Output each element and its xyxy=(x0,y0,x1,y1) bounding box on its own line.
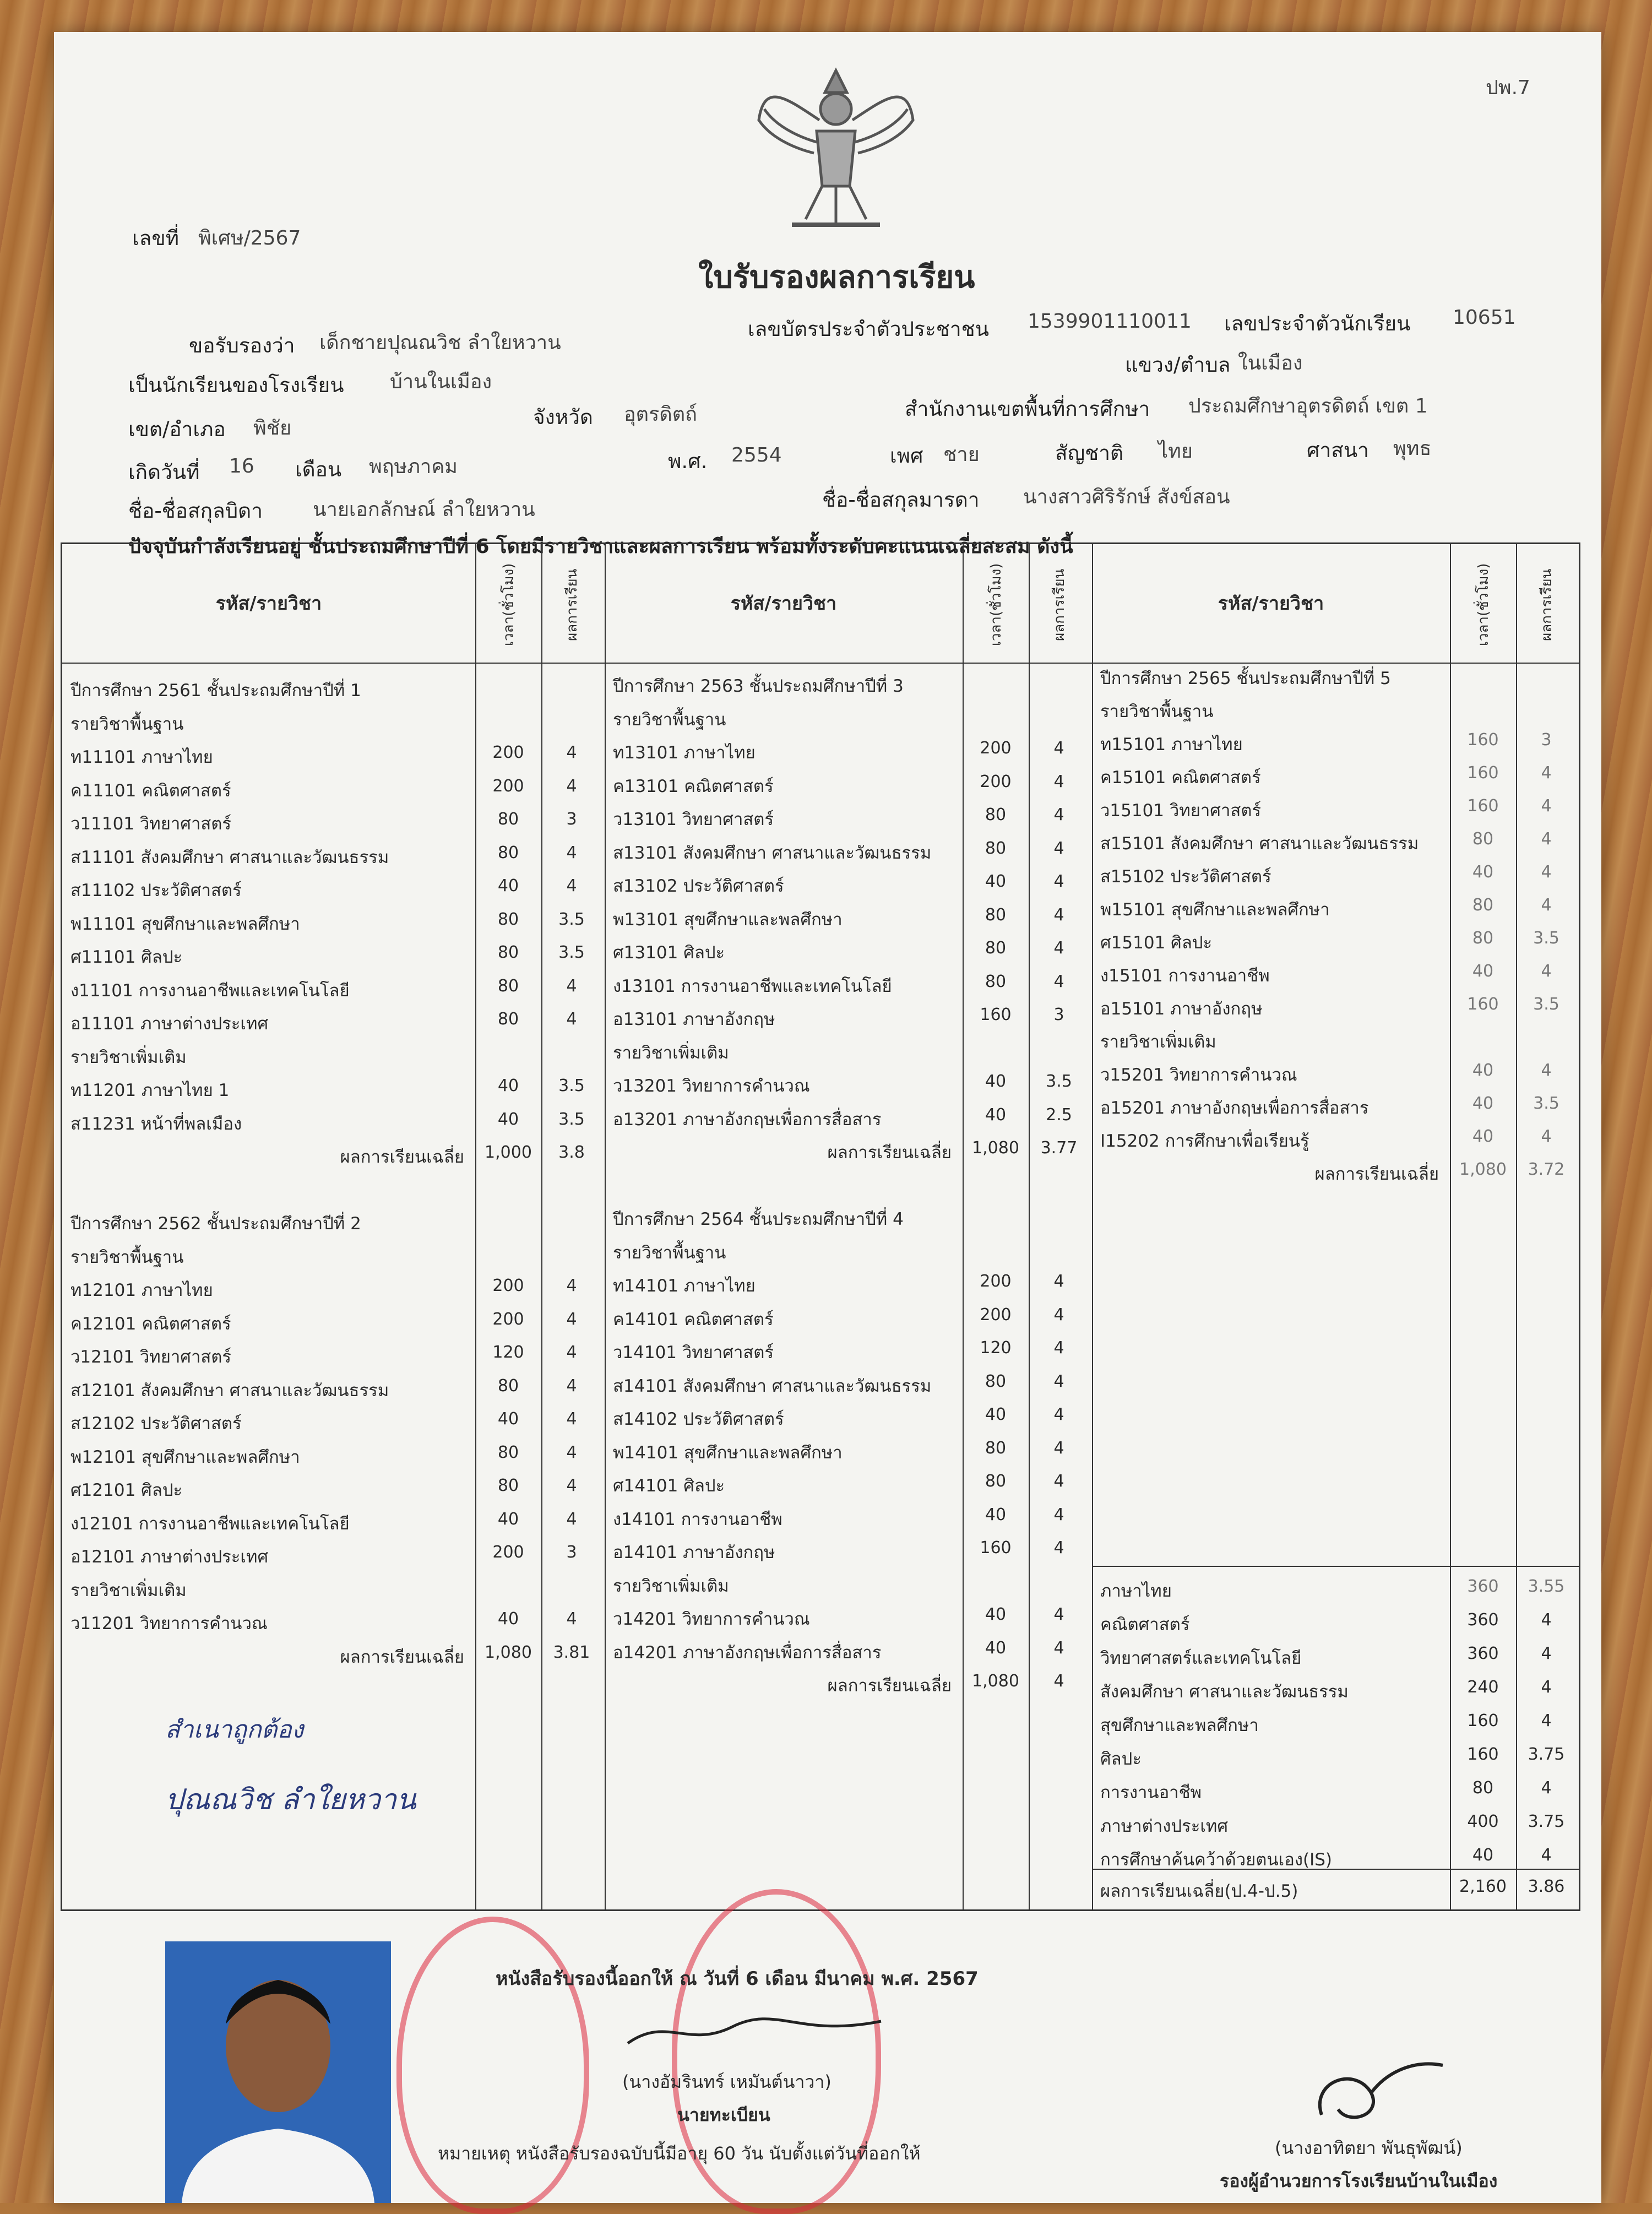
col3_lines-row-13-grade: 3.5 xyxy=(1533,1094,1559,1113)
col1-subject-header: รหัส/รายวิชา xyxy=(215,593,322,615)
col1_lines-row-13-subject: ส11231 หน้าที่พลเมือง xyxy=(70,1114,242,1134)
col2_lines-row-4-grade: 4 xyxy=(1053,805,1064,824)
col1_lines-row-19-subject: ค12101 คณิตศาสตร์ xyxy=(70,1314,231,1334)
col3_lines-row-8-grade: 3.5 xyxy=(1533,929,1559,948)
col1_lines-row-17-subject: รายวิชาพื้นฐาน xyxy=(70,1247,184,1267)
doc-code: ปพ.7 xyxy=(1486,77,1530,99)
col3_lines-row-6-subject: ส15102 ประวัติศาสตร์ xyxy=(1100,867,1271,887)
col1_lines-row-23-subject: พ12101 สุขศึกษาและพลศึกษา xyxy=(70,1447,300,1467)
col1_lines-row-9-grade: 4 xyxy=(566,976,577,996)
col2_lines-row-20-subject: ว14101 วิทยาศาสตร์ xyxy=(613,1343,774,1363)
certify-label: ขอรับรองว่า xyxy=(189,334,295,357)
col1_lines-row-3-subject: ค11101 คณิตศาสตร์ xyxy=(70,780,231,801)
col2_lines-row-21-hours: 80 xyxy=(985,1371,1007,1391)
col2_lines-row-11-subject: รายวิชาเพิ่มเติม xyxy=(613,1043,729,1063)
col1_lines-row-6-subject: ส11102 ประวัติศาสตร์ xyxy=(70,881,242,900)
col2_lines-row-10-hours: 160 xyxy=(980,1005,1012,1024)
summary-total-hours: 2,160 xyxy=(1459,1877,1507,1896)
col1_lines-row-25-subject: ง12101 การงานอาชีพและเทคโนโลยี xyxy=(70,1513,350,1534)
col1_lines-row-4-hours: 80 xyxy=(497,810,519,829)
col3_lines-row-2-subject: ท15101 ภาษาไทย xyxy=(1100,735,1243,755)
col3_lines-row-8-hours: 80 xyxy=(1472,929,1494,948)
nationality-label: สัญชาติ xyxy=(1055,441,1124,465)
birth-year-value: 2554 xyxy=(731,444,782,466)
student-name: เด็กชายปุณณวิช ลำใยหวาน xyxy=(319,332,561,354)
col2_lines-row-30-grade: 4 xyxy=(1053,1672,1064,1691)
district-value: พิชัย xyxy=(253,417,292,439)
col1_lines-row-2-grade: 4 xyxy=(566,743,577,762)
col2_lines-row-3-grade: 4 xyxy=(1053,772,1064,791)
col2_lines-row-13-hours: 40 xyxy=(985,1105,1007,1125)
summary-row-3-hours: 240 xyxy=(1467,1678,1499,1697)
religion-label: ศาสนา xyxy=(1307,438,1369,462)
director-signature xyxy=(1305,2049,1448,2137)
col2_lines-row-5-hours: 80 xyxy=(985,838,1007,858)
col1_lines-row-25-grade: 4 xyxy=(566,1509,577,1529)
col2_lines-row-26-subject: อ14101 ภาษาอังกฤษ xyxy=(613,1543,775,1562)
col1_lines-row-21-hours: 80 xyxy=(497,1376,519,1396)
birth-day-value: 16 xyxy=(229,455,254,477)
col3-grade-header: ผลการเรียน xyxy=(1539,568,1555,641)
summary-row-6-grade: 4 xyxy=(1541,1778,1552,1798)
student-id-label: เลขประจำตัวนักเรียน xyxy=(1224,312,1411,335)
director-name: (นางอาทิตยา พันธุพัฒน์) xyxy=(1275,2137,1463,2158)
col2_lines-row-9-grade: 4 xyxy=(1053,972,1064,991)
col1_lines-row-18-hours: 200 xyxy=(492,1276,524,1295)
col3_lines-row-2-hours: 160 xyxy=(1467,730,1499,750)
col2_lines-row-9-hours: 80 xyxy=(985,972,1007,991)
col1_lines-row-22-grade: 4 xyxy=(566,1409,577,1429)
doc-no-label: เลขที่ xyxy=(132,226,180,250)
col1_lines-row-12-hours: 40 xyxy=(497,1076,519,1095)
col3_lines-row-7-subject: พ15101 สุขศึกษาและพลศึกษา xyxy=(1100,900,1330,920)
summary-row-8-hours: 40 xyxy=(1472,1846,1494,1865)
summary-row-2-hours: 360 xyxy=(1467,1644,1499,1663)
col3_lines-row-1-subject: รายวิชาพื้นฐาน xyxy=(1100,702,1214,721)
col2_lines-row-14-grade: 3.77 xyxy=(1040,1138,1078,1158)
col1_lines-row-20-subject: ว12101 วิทยาศาสตร์ xyxy=(70,1347,232,1367)
school-value: บ้านในเมือง xyxy=(390,371,492,393)
summary-row-5-hours: 160 xyxy=(1467,1745,1499,1764)
col3_lines-row-5-grade: 4 xyxy=(1541,829,1552,849)
col3_lines-row-10-grade: 3.5 xyxy=(1533,995,1559,1014)
certified-signature: ปุณณวิช ลำใยหวาน xyxy=(165,1783,416,1816)
summary-row-1-grade: 4 xyxy=(1541,1610,1552,1630)
summary-row-4-grade: 4 xyxy=(1541,1711,1552,1730)
col1_lines-row-28-subject: ว11201 วิทยาการคำนวณ xyxy=(70,1614,268,1634)
col1_lines-row-14-subject: ผลการเรียนเฉลี่ย xyxy=(340,1147,464,1167)
col3_lines-row-0-subject: ปีการศึกษา 2565 ชั้นประถมศึกษาปีที่ 5 xyxy=(1100,669,1391,688)
col2_lines-row-12-grade: 3.5 xyxy=(1046,1072,1072,1091)
col3_lines-row-11-subject: รายวิชาเพิ่มเติม xyxy=(1100,1032,1216,1052)
col1_lines-row-3-hours: 200 xyxy=(492,776,524,796)
col3-hours-header: เวลา(ชั่วโมง) xyxy=(1475,563,1492,647)
col2_lines-row-8-hours: 80 xyxy=(985,938,1007,958)
col3_lines-row-9-hours: 40 xyxy=(1472,962,1494,981)
col1-hours-header: เวลา(ชั่วโมง) xyxy=(501,563,517,647)
col2_lines-row-28-hours: 40 xyxy=(985,1605,1007,1624)
col2_lines-row-2-grade: 4 xyxy=(1053,739,1064,758)
col3_lines-row-7-hours: 80 xyxy=(1472,896,1494,915)
col2_lines-row-18-hours: 200 xyxy=(980,1272,1012,1291)
col2_lines-row-4-hours: 80 xyxy=(985,805,1007,824)
col3_lines-row-13-subject: อ15201 ภาษาอังกฤษเพื่อการสื่อสาร xyxy=(1100,1098,1369,1118)
subdistrict-value: ในเมือง xyxy=(1238,352,1303,375)
col1_lines-row-5-subject: ส11101 สังคมศึกษา ศาสนาและวัฒนธรรม xyxy=(70,847,389,867)
col1_lines-row-27-subject: รายวิชาเพิ่มเติม xyxy=(70,1580,187,1600)
col2_lines-row-29-grade: 4 xyxy=(1053,1638,1064,1658)
col1_lines-row-2-hours: 200 xyxy=(492,743,524,762)
col1_lines-row-6-hours: 40 xyxy=(497,876,519,896)
summary-row-2-grade: 4 xyxy=(1541,1644,1552,1663)
col3_lines-row-10-subject: อ15101 ภาษาอังกฤษ xyxy=(1100,999,1263,1019)
col2_lines-row-29-subject: อ14201 ภาษาอังกฤษเพื่อการสื่อสาร xyxy=(613,1642,882,1663)
col3_lines-row-9-grade: 4 xyxy=(1541,962,1552,981)
registrar-title: นายทะเบียน xyxy=(677,2104,770,2125)
col1_lines-row-1-subject: รายวิชาพื้นฐาน xyxy=(70,714,184,734)
col3_lines-row-12-grade: 4 xyxy=(1541,1061,1552,1080)
summary-row-7-grade: 3.75 xyxy=(1528,1812,1565,1831)
col1_lines-row-16-subject: ปีการศึกษา 2562 ชั้นประถมศึกษาปีที่ 2 xyxy=(70,1214,361,1234)
col2_lines-row-7-grade: 4 xyxy=(1053,905,1064,925)
col1_lines-row-24-grade: 4 xyxy=(566,1476,577,1495)
col2_lines-row-29-hours: 40 xyxy=(985,1638,1007,1658)
col2_lines-row-23-grade: 4 xyxy=(1053,1438,1064,1458)
col2_lines-row-10-grade: 3 xyxy=(1053,1005,1064,1024)
col1_lines-row-9-subject: ง11101 การงานอาชีพและเทคโนโลยี xyxy=(70,980,350,1001)
col2_lines-row-30-hours: 1,080 xyxy=(972,1672,1019,1691)
col2_lines-row-10-subject: อ13101 ภาษาอังกฤษ xyxy=(613,1010,775,1029)
col1_lines-row-11-subject: รายวิชาเพิ่มเติม xyxy=(70,1047,187,1067)
col1_lines-row-8-grade: 3.5 xyxy=(558,943,585,962)
col3_lines-row-13-hours: 40 xyxy=(1472,1094,1494,1113)
summary-row-3-grade: 4 xyxy=(1541,1678,1552,1697)
summary-row-3-subject: สังคมศึกษา ศาสนาและวัฒนธรรม xyxy=(1100,1682,1349,1702)
col2_lines-row-13-subject: อ13201 ภาษาอังกฤษเพื่อการสื่อสาร xyxy=(613,1109,882,1130)
summary-row-2-subject: วิทยาศาสตร์และเทคโนโลยี xyxy=(1100,1648,1302,1668)
col3_lines-row-5-subject: ส15101 สังคมศึกษา ศาสนาและวัฒนธรรม xyxy=(1100,834,1419,854)
summary-row-4-hours: 160 xyxy=(1467,1711,1499,1730)
summary-row-7-subject: ภาษาต่างประเทศ xyxy=(1100,1816,1229,1836)
col3_lines-row-14-grade: 4 xyxy=(1541,1127,1552,1146)
col2_lines-row-5-subject: ส13101 สังคมศึกษา ศาสนาและวัฒนธรรม xyxy=(613,843,932,863)
summary-row-7-hours: 400 xyxy=(1467,1812,1499,1831)
col3_lines-row-3-grade: 4 xyxy=(1541,763,1552,783)
birth-year-label: พ.ศ. xyxy=(668,449,708,473)
col3_lines-row-15-grade: 3.72 xyxy=(1528,1160,1565,1179)
col2_lines-row-23-hours: 80 xyxy=(985,1438,1007,1458)
area-office-value: ประถมศึกษาอุตรดิตถ์ เขต 1 xyxy=(1188,395,1428,417)
religion-value: พุทธ xyxy=(1393,437,1432,460)
col1_lines-row-22-hours: 40 xyxy=(497,1409,519,1429)
summary-row-0-hours: 360 xyxy=(1467,1577,1499,1596)
col2_lines-row-2-hours: 200 xyxy=(980,739,1012,758)
summary-row-0-grade: 3.55 xyxy=(1528,1577,1565,1596)
col2_lines-row-6-grade: 4 xyxy=(1053,872,1064,891)
col1_lines-row-4-grade: 3 xyxy=(566,810,577,829)
col3_lines-row-3-subject: ค15101 คณิตศาสตร์ xyxy=(1100,768,1261,788)
col1_lines-row-26-subject: อ12101 ภาษาต่างประเทศ xyxy=(70,1547,269,1567)
summary-row-5-subject: ศิลปะ xyxy=(1100,1749,1142,1769)
col1_lines-row-29-grade: 3.81 xyxy=(553,1642,590,1662)
col2_lines-row-18-grade: 4 xyxy=(1053,1272,1064,1291)
col3_lines-row-14-subject: I15202 การศึกษาเพื่อเรียนรู้ xyxy=(1100,1131,1309,1151)
col2-hours-header: เวลา(ชั่วโมง) xyxy=(988,563,1004,647)
birth-day-label: เกิดวันที่ xyxy=(128,460,200,484)
province-label: จังหวัด xyxy=(533,405,593,429)
col2_lines-row-14-hours: 1,080 xyxy=(972,1138,1019,1158)
current-study-text: ปัจจุบันกำลังเรียนอยู่ ชั้นประถมศึกษาปีที่ 6 โดยมีรายวิชาและผลการเรียน พร้อมทั้งระดับคะแนนเฉลี่ยสะสม ดังนี้ xyxy=(128,535,1073,558)
col2_lines-row-6-subject: ส13102 ประวัติศาสตร์ xyxy=(613,876,784,896)
col2_lines-row-3-hours: 200 xyxy=(980,772,1012,791)
col3_lines-row-4-hours: 160 xyxy=(1467,796,1499,816)
col1_lines-row-26-grade: 3 xyxy=(566,1543,577,1562)
col2_lines-row-8-grade: 4 xyxy=(1053,938,1064,958)
col2_lines-row-0-subject: ปีการศึกษา 2563 ชั้นประถมศึกษาปีที่ 3 xyxy=(613,676,904,696)
col1_lines-row-20-grade: 4 xyxy=(566,1343,577,1362)
area-office-label: สำนักงานเขตพื้นที่การศึกษา xyxy=(905,397,1150,421)
col1_lines-row-8-hours: 80 xyxy=(497,943,519,962)
col2_lines-row-25-hours: 40 xyxy=(985,1505,1007,1524)
col1-grade-header: ผลการเรียน xyxy=(564,568,580,641)
summary-total-grade: 3.86 xyxy=(1528,1877,1565,1896)
summary-row-1-subject: คณิตศาสตร์ xyxy=(1100,1615,1190,1635)
col1_lines-row-18-subject: ท12101 ภาษาไทย xyxy=(70,1280,213,1300)
col1_lines-row-29-subject: ผลการเรียนเฉลี่ย xyxy=(340,1647,464,1667)
birth-month-label: เดือน xyxy=(295,458,342,481)
col2-subject-header: รหัส/รายวิชา xyxy=(730,593,837,615)
col1_lines-row-13-grade: 3.5 xyxy=(558,1109,585,1129)
id-card-label: เลขบัตรประจำตัวประชาชน xyxy=(748,317,990,341)
col3_lines-row-6-grade: 4 xyxy=(1541,862,1552,882)
col1_lines-row-2-subject: ท11101 ภาษาไทย xyxy=(70,747,213,767)
subdistrict-label: แขวง/ตำบล xyxy=(1125,353,1231,377)
col1_lines-row-23-grade: 4 xyxy=(566,1442,577,1462)
col3_lines-row-4-subject: ว15101 วิทยาศาสตร์ xyxy=(1100,801,1262,821)
col1_lines-row-19-grade: 4 xyxy=(566,1309,577,1329)
col2_lines-row-9-subject: ง13101 การงานอาชีพและเทคโนโลยี xyxy=(613,976,892,996)
col1_lines-row-7-subject: พ11101 สุขศึกษาและพลศึกษา xyxy=(70,914,300,934)
school-seal-icon xyxy=(396,1917,589,2214)
mother-value: นางสาวศิริรักษ์ สังข์สอน xyxy=(1023,486,1230,508)
garuda-emblem-icon xyxy=(753,59,919,241)
col3_lines-row-14-hours: 40 xyxy=(1472,1127,1494,1146)
col3_lines-row-5-hours: 80 xyxy=(1472,829,1494,849)
summary-row-4-subject: สุขศึกษาและพลศึกษา xyxy=(1100,1716,1259,1735)
col1_lines-row-10-subject: อ11101 ภาษาต่างประเทศ xyxy=(70,1014,269,1034)
col1_lines-row-5-hours: 80 xyxy=(497,843,519,862)
col2_lines-row-22-grade: 4 xyxy=(1053,1405,1064,1424)
sex-label: เพศ xyxy=(890,444,923,468)
col1_lines-row-18-grade: 4 xyxy=(566,1276,577,1295)
col1_lines-row-24-subject: ศ12101 ศิลปะ xyxy=(70,1480,183,1500)
col3_lines-row-4-grade: 4 xyxy=(1541,796,1552,816)
student-id-value: 10651 xyxy=(1453,306,1516,329)
col1_lines-row-5-grade: 4 xyxy=(566,843,577,862)
col3_lines-row-2-grade: 3 xyxy=(1541,730,1552,750)
col1_lines-row-24-hours: 80 xyxy=(497,1476,519,1495)
sex-value: ชาย xyxy=(943,443,980,466)
col3_lines-row-3-hours: 160 xyxy=(1467,763,1499,783)
col1_lines-row-14-grade: 3.8 xyxy=(558,1143,585,1162)
col2_lines-row-30-subject: ผลการเรียนเฉลี่ย xyxy=(827,1676,952,1696)
col2_lines-row-19-subject: ค14101 คณิตศาสตร์ xyxy=(613,1309,774,1330)
col2_lines-row-14-subject: ผลการเรียนเฉลี่ย xyxy=(827,1143,952,1163)
col1_lines-row-20-hours: 120 xyxy=(492,1343,524,1362)
col3_lines-row-6-hours: 40 xyxy=(1472,862,1494,882)
col2_lines-row-21-grade: 4 xyxy=(1053,1371,1064,1391)
col1_lines-row-14-hours: 1,000 xyxy=(485,1143,532,1162)
col2-grade-header: ผลการเรียน xyxy=(1051,568,1068,641)
mother-label: ชื่อ-ชื่อสกุลมารดา xyxy=(822,488,980,512)
col2_lines-row-19-grade: 4 xyxy=(1053,1305,1064,1325)
grades-table xyxy=(61,542,1580,1911)
col2_lines-row-12-hours: 40 xyxy=(985,1072,1007,1091)
col2_lines-row-24-grade: 4 xyxy=(1053,1472,1064,1491)
col3_lines-row-8-subject: ศ15101 ศิลปะ xyxy=(1100,933,1213,953)
col2_lines-row-24-subject: ศ14101 ศิลปะ xyxy=(613,1476,725,1496)
col3-subject-header: รหัส/รายวิชา xyxy=(1218,593,1324,615)
col1_lines-row-10-grade: 4 xyxy=(566,1010,577,1029)
col3_lines-row-15-hours: 1,080 xyxy=(1459,1160,1507,1179)
col2_lines-row-25-subject: ง14101 การงานอาชีพ xyxy=(613,1509,782,1529)
col1_lines-row-4-subject: ว11101 วิทยาศาสตร์ xyxy=(70,814,232,834)
district-label: เขต/อำเภอ xyxy=(128,417,226,441)
col2_lines-row-18-subject: ท14101 ภาษาไทย xyxy=(613,1276,756,1296)
col3_lines-row-12-subject: ว15201 วิทยาการคำนวณ xyxy=(1100,1065,1297,1085)
col2_lines-row-8-subject: ศ13101 ศิลปะ xyxy=(613,943,725,963)
col1_lines-row-19-hours: 200 xyxy=(492,1309,524,1329)
col1_lines-row-12-subject: ท11201 ภาษาไทย 1 xyxy=(70,1081,230,1100)
summary-row-8-grade: 4 xyxy=(1541,1846,1552,1865)
col2_lines-row-5-grade: 4 xyxy=(1053,838,1064,858)
col2_lines-row-24-hours: 80 xyxy=(985,1472,1007,1491)
col2_lines-row-23-subject: พ14101 สุขศึกษาและพลศึกษา xyxy=(613,1442,843,1463)
col2_lines-row-13-grade: 2.5 xyxy=(1046,1105,1072,1125)
col2_lines-row-3-subject: ค13101 คณิตศาสตร์ xyxy=(613,776,774,796)
school-label: เป็นนักเรียนของโรงเรียน xyxy=(128,373,344,397)
col2_lines-row-4-subject: ว13101 วิทยาศาสตร์ xyxy=(613,810,774,829)
remark-text: หมายเหตุ หนังสือรับรองฉบับนี้มีอายุ 60 วัน นับตั้งแต่วันที่ออกให้ xyxy=(438,2143,921,2164)
certified-note: สำเนาถูกต้อง xyxy=(165,1716,304,1744)
col1_lines-row-21-subject: ส12101 สังคมศึกษา ศาสนาและวัฒนธรรม xyxy=(70,1380,389,1401)
summary-total-label: ผลการเรียนเฉลี่ย(ป.4-ป.5) xyxy=(1100,1881,1298,1901)
col2_lines-row-22-hours: 40 xyxy=(985,1405,1007,1424)
col2_lines-row-16-subject: ปีการศึกษา 2564 ชั้นประถมศึกษาปีที่ 4 xyxy=(613,1209,904,1229)
col3_lines-row-9-subject: ง15101 การงานอาชีพ xyxy=(1100,966,1270,986)
col2_lines-row-7-subject: พ13101 สุขศึกษาและพลศึกษา xyxy=(613,909,843,930)
page-title: ใบรับรองผลการเรียน xyxy=(698,259,975,295)
col1_lines-row-8-subject: ศ11101 ศิลปะ xyxy=(70,947,183,967)
director-title: รองผู้อำนวยการโรงเรียนบ้านในเมือง xyxy=(1220,2170,1498,2191)
col1_lines-row-21-grade: 4 xyxy=(566,1376,577,1396)
col1_lines-row-3-grade: 4 xyxy=(566,776,577,796)
id-card-value: 1539901110011 xyxy=(1028,310,1192,333)
col3_lines-row-12-hours: 40 xyxy=(1472,1061,1494,1080)
col2_lines-row-7-hours: 80 xyxy=(985,905,1007,925)
summary-row-1-hours: 360 xyxy=(1467,1610,1499,1630)
col1_lines-row-7-grade: 3.5 xyxy=(558,909,585,929)
father-label: ชื่อ-ชื่อสกุลบิดา xyxy=(128,499,263,523)
col1_lines-row-10-hours: 80 xyxy=(497,1010,519,1029)
col1_lines-row-6-grade: 4 xyxy=(566,876,577,896)
col1_lines-row-28-hours: 40 xyxy=(497,1609,519,1629)
col2_lines-row-20-grade: 4 xyxy=(1053,1338,1064,1358)
col1_lines-row-28-grade: 4 xyxy=(566,1609,577,1629)
col2_lines-row-26-hours: 160 xyxy=(980,1538,1012,1558)
col3_lines-row-15-subject: ผลการเรียนเฉลี่ย xyxy=(1314,1164,1439,1184)
col2_lines-row-2-subject: ท13101 ภาษาไทย xyxy=(613,743,756,763)
student-photo xyxy=(165,1941,391,2203)
col2_lines-row-27-subject: รายวิชาเพิ่มเติม xyxy=(613,1576,729,1596)
col2_lines-row-1-subject: รายวิชาพื้นฐาน xyxy=(613,709,726,730)
col1_lines-row-13-hours: 40 xyxy=(497,1109,519,1129)
col2_lines-row-12-subject: ว13201 วิทยาการคำนวณ xyxy=(613,1076,810,1096)
col2_lines-row-26-grade: 4 xyxy=(1053,1538,1064,1558)
col2_lines-row-28-grade: 4 xyxy=(1053,1605,1064,1624)
registrar-name: (นางอัมรินทร์ เหมันต์นาวา) xyxy=(622,2071,832,2092)
doc-no-value: พิเศษ/2567 xyxy=(198,227,301,249)
col2_lines-row-22-subject: ส14102 ประวัติศาสตร์ xyxy=(613,1409,784,1429)
issue-text: หนังสือรับรองนี้ออกให้ ณ วันที่ 6 เดือน มีนาคม พ.ศ. 2567 xyxy=(496,1968,979,1990)
col1_lines-row-26-hours: 200 xyxy=(492,1543,524,1562)
col1_lines-row-22-subject: ส12102 ประวัติศาสตร์ xyxy=(70,1414,242,1434)
col1_lines-row-23-hours: 80 xyxy=(497,1442,519,1462)
col2_lines-row-19-hours: 200 xyxy=(980,1305,1012,1325)
col1_lines-row-25-hours: 40 xyxy=(497,1509,519,1529)
registrar-signature xyxy=(622,2005,887,2054)
summary-row-6-subject: การงานอาชีพ xyxy=(1100,1783,1202,1803)
summary-row-0-subject: ภาษาไทย xyxy=(1100,1581,1172,1601)
col1_lines-row-29-hours: 1,080 xyxy=(485,1642,532,1662)
birth-month-value: พฤษภาคม xyxy=(369,455,458,478)
col2_lines-row-17-subject: รายวิชาพื้นฐาน xyxy=(613,1242,726,1263)
col2_lines-row-20-hours: 120 xyxy=(980,1338,1012,1358)
col3_lines-row-7-grade: 4 xyxy=(1541,896,1552,915)
col2_lines-row-25-grade: 4 xyxy=(1053,1505,1064,1524)
father-value: นายเอกลักษณ์ ลำใยหวาน xyxy=(313,498,535,521)
col1_lines-row-9-hours: 80 xyxy=(497,976,519,996)
col3_lines-row-10-hours: 160 xyxy=(1467,995,1499,1014)
col1_lines-row-7-hours: 80 xyxy=(497,909,519,929)
col1_lines-row-0-subject: ปีการศึกษา 2561 ชั้นประถมศึกษาปีที่ 1 xyxy=(70,681,361,701)
province-value: อุตรดิตถ์ xyxy=(624,403,697,426)
col2_lines-row-28-subject: ว14201 วิทยาการคำนวณ xyxy=(613,1609,810,1629)
summary-row-6-hours: 80 xyxy=(1472,1778,1494,1798)
col2_lines-row-21-subject: ส14101 สังคมศึกษา ศาสนาและวัฒนธรรม xyxy=(613,1376,932,1396)
summary-row-8-subject: การศึกษาค้นคว้าด้วยตนเอง(IS) xyxy=(1100,1850,1332,1870)
summary-row-5-grade: 3.75 xyxy=(1528,1745,1565,1764)
col1_lines-row-12-grade: 3.5 xyxy=(558,1076,585,1095)
col2_lines-row-6-hours: 40 xyxy=(985,872,1007,891)
nationality-value: ไทย xyxy=(1158,440,1193,463)
